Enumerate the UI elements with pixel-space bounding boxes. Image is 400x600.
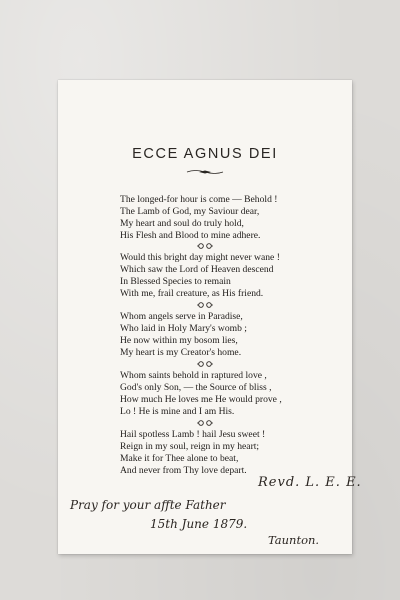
poem-line: God's only Son, — the Source of bliss , (120, 382, 272, 393)
memorial-card (58, 80, 362, 554)
poem-line: Lo ! He is mine and I am His. (120, 406, 235, 417)
stanza-3 (120, 311, 247, 359)
poem-line: The longed-for hour is come — Behold ! (120, 194, 278, 205)
handwritten-initials: Revd. L. E. E. (258, 475, 362, 490)
stanza-divider-ornament (196, 419, 214, 427)
poem-line: With me, frail creature, as His friend. (120, 288, 264, 299)
poem-line: In Blessed Species to remain (120, 276, 231, 287)
handwritten-inscription: Pray for your affte Father (70, 498, 226, 512)
handwritten-date: 15th June 1879. (150, 517, 248, 531)
poem-line: Who laid in Holy Mary's womb ; (120, 323, 247, 334)
handwritten-place: Taunton. (268, 533, 320, 547)
poem-line: How much He loves me He would prove , (120, 394, 282, 405)
poem-line: Whom saints behold in raptured love , (120, 370, 267, 381)
poem-line: The Lamb of God, my Saviour dear, (120, 206, 260, 217)
poem-line: Hail spotless Lamb ! hail Jesu sweet ! (120, 429, 266, 440)
poem-line: Reign in my soul, reign in my heart; (120, 441, 260, 452)
stanza-divider-ornament (196, 360, 214, 368)
poem-line: Make it for Thee alone to beat, (120, 453, 239, 464)
stanza-divider-ornament (196, 242, 214, 250)
poem-line: His Flesh and Blood to mine adhere. (120, 230, 261, 241)
stanza-2 (120, 252, 280, 300)
poem-line: Which saw the Lord of Heaven descend (120, 264, 274, 275)
poem-line: Whom angels serve in Paradise, (120, 311, 243, 322)
poem-line: Would this bright day might never wane ! (120, 252, 280, 263)
stanza-1 (120, 194, 277, 242)
stanza-divider-ornament (196, 301, 214, 309)
poem-line: He now within my bosom lies, (120, 335, 238, 346)
poem-title: ECCE AGNUS DEI (132, 146, 278, 162)
poem-line: My heart and soul do truly hold, (120, 218, 244, 229)
poem-line: And never from Thy love depart. (120, 465, 247, 476)
poem-line: My heart is my Creator's home. (120, 347, 242, 358)
stanza-5 (120, 429, 265, 477)
title-flourish-ornament (185, 168, 225, 176)
stanza-4 (120, 370, 282, 418)
